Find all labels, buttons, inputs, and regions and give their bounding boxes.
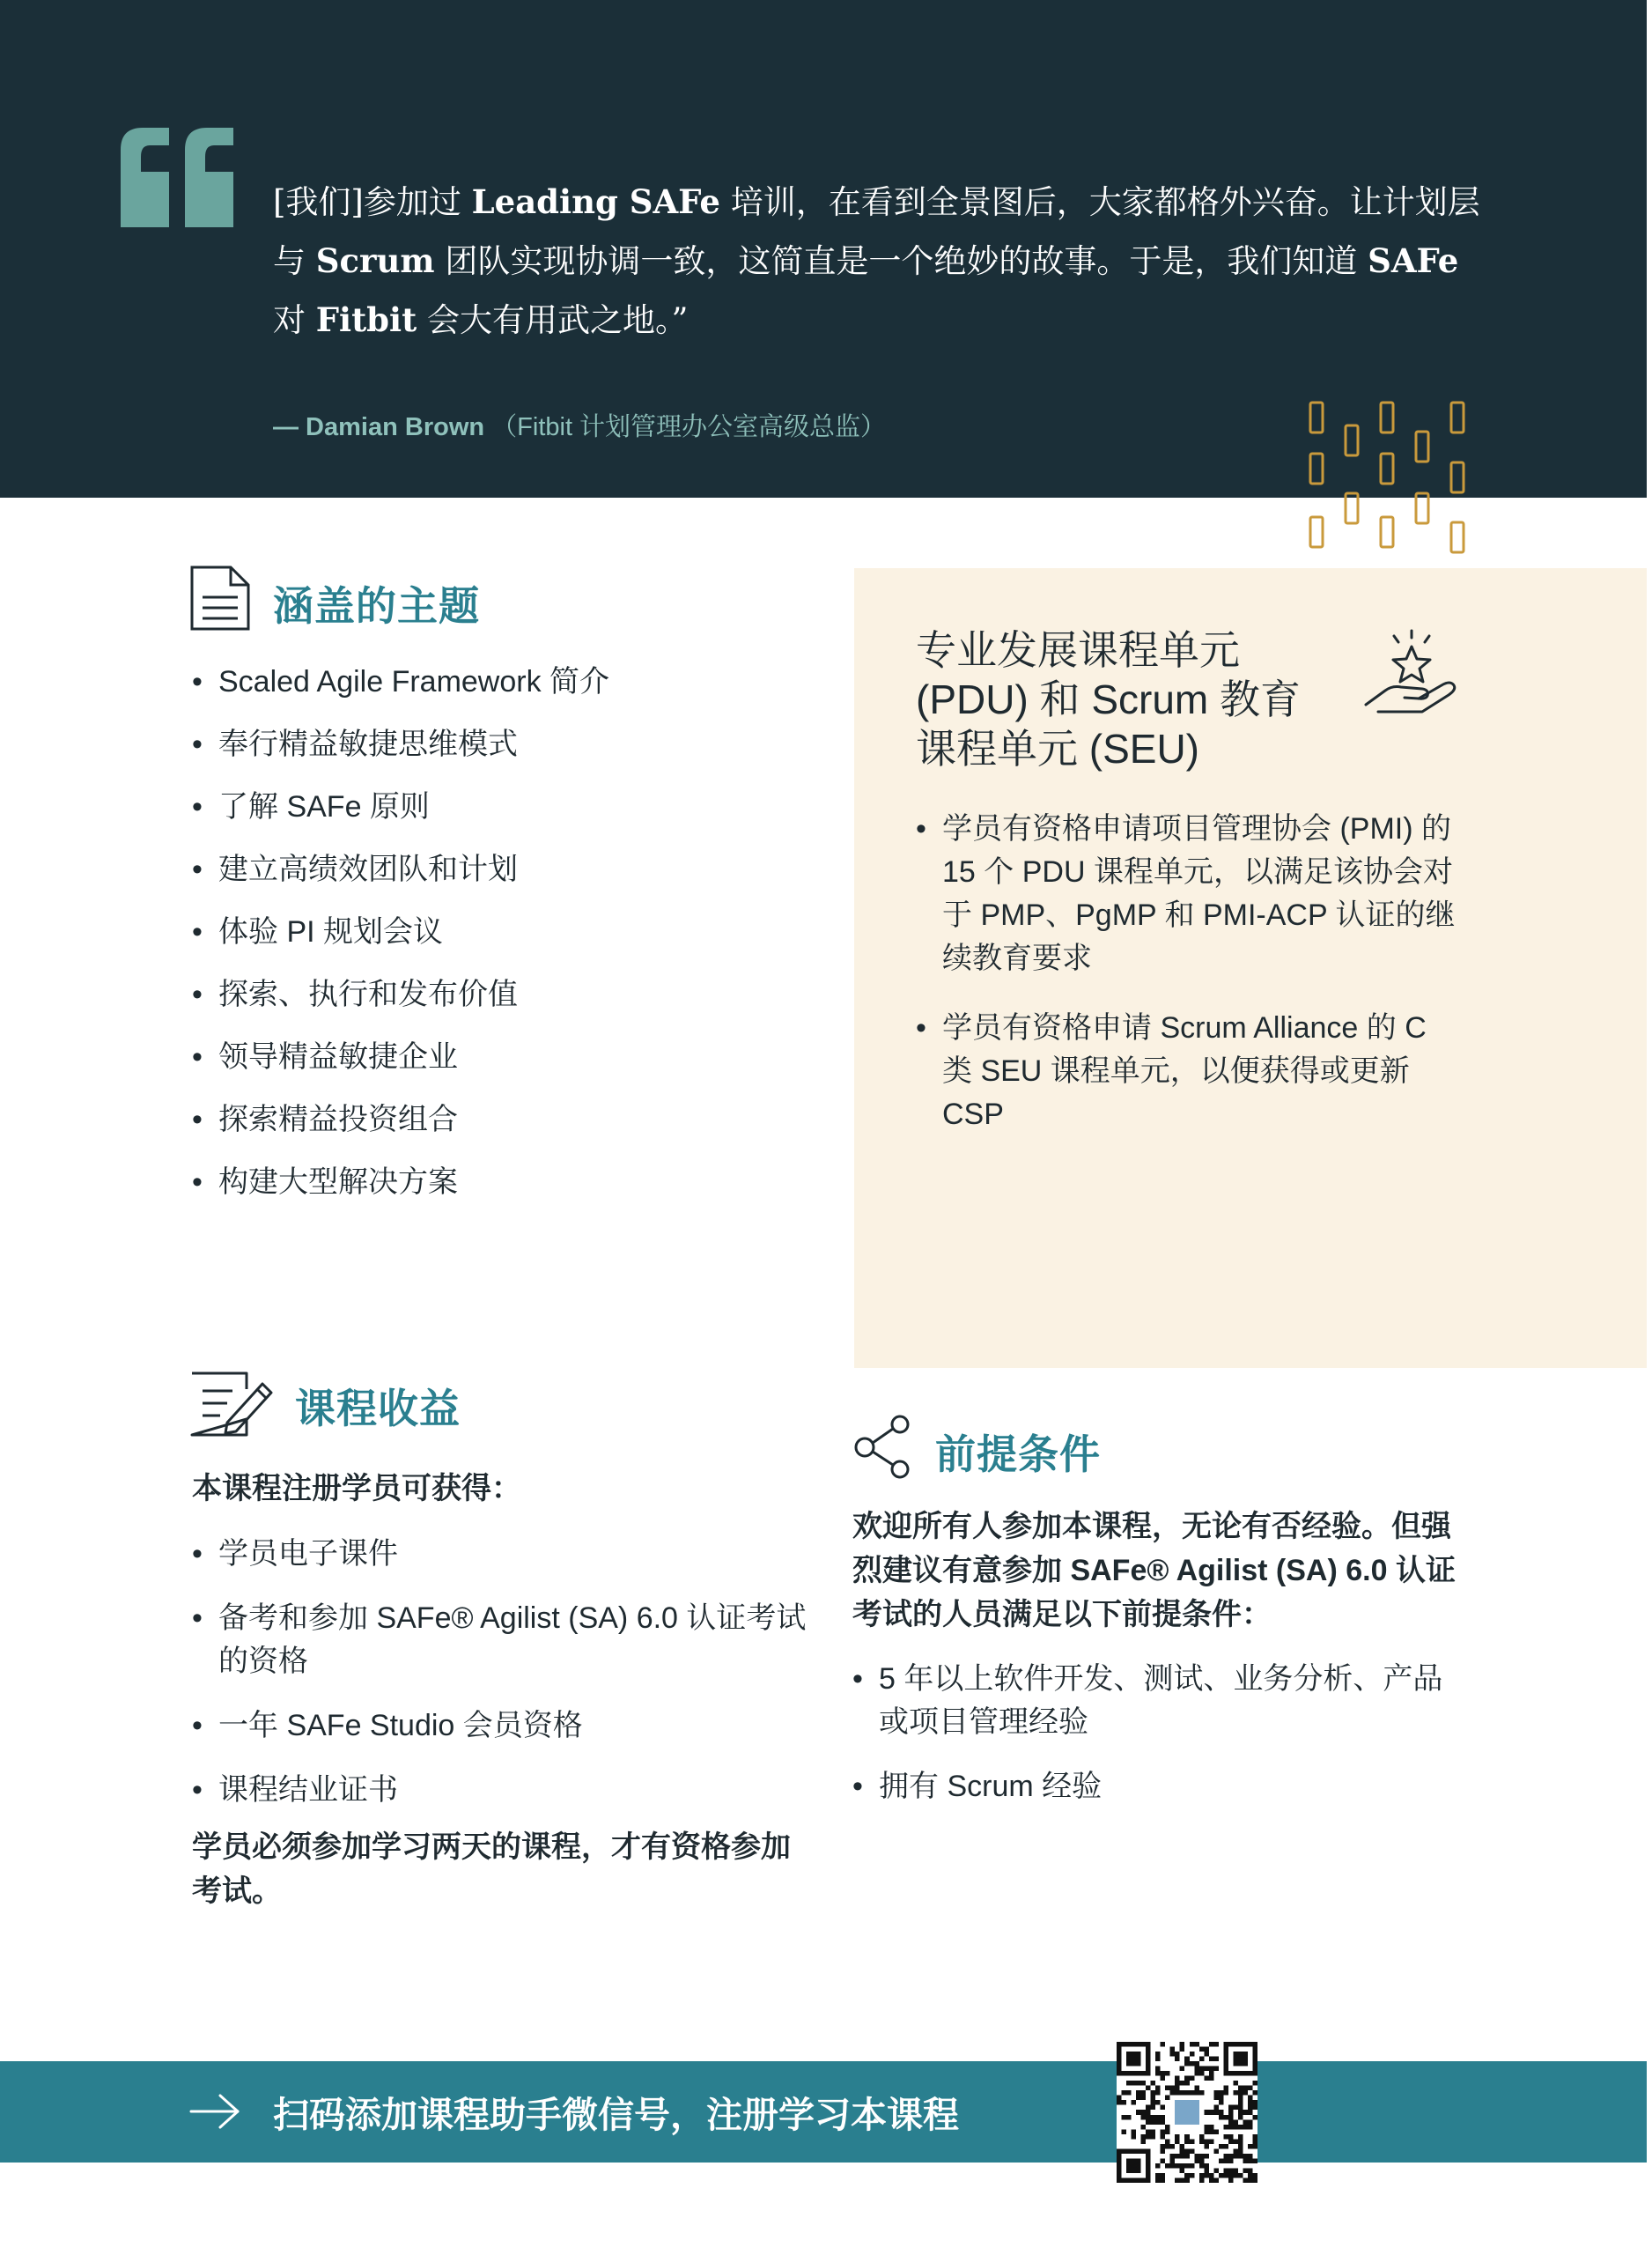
list-item: • 5 年以上软件开发、测试、业务分析、产品或项目管理经验 — [852, 1658, 1469, 1744]
quote-mark-icon — [116, 123, 240, 247]
author-title: （Fitbit 计划管理办公室高级总监） — [491, 413, 887, 441]
prereq-list — [852, 1658, 1469, 1830]
list-item: • 一年 SAFe Studio 会员资格 — [192, 1704, 808, 1748]
qr-code[interactable] — [1117, 2042, 1257, 2183]
document-icon — [188, 564, 252, 632]
hand-star-icon — [1361, 627, 1462, 715]
list-item: • 建立高绩效团队和计划 — [192, 848, 861, 891]
pdu-title: 专业发展课程单元 (PDU) 和 Scrum 教育 课程单元 (SEU) — [916, 627, 1301, 772]
notepad-pen-icon — [188, 1370, 277, 1438]
list-item: • 课程结业证书 — [192, 1769, 808, 1812]
benefits-intro: 本课程注册学员可获得： — [192, 1472, 521, 1505]
quote-author — [273, 407, 886, 443]
arrow-right-icon — [188, 2092, 241, 2131]
share-nodes-icon — [852, 1414, 914, 1480]
list-item: • 体验 PI 规划会议 — [192, 911, 861, 954]
list-item: • 拥有 Scrum 经验 — [852, 1765, 1469, 1808]
pdu-list — [916, 808, 1462, 1163]
benefits-list — [192, 1533, 808, 1833]
topics-title: 涵盖的主题 — [273, 583, 480, 629]
list-item: • 奉行精益敏捷思维模式 — [192, 723, 861, 766]
list-item: • 学员电子课件 — [192, 1533, 808, 1576]
prereq-title: 前提条件 — [935, 1431, 1101, 1477]
list-item: • 探索精益投资组合 — [192, 1098, 861, 1142]
list-item: • 探索、执行和发布价值 — [192, 973, 861, 1017]
footer-cta-text: 扫码添加课程助手微信号，注册学习本课程 — [273, 2095, 959, 2135]
prereq-intro: 欢迎所有人参加本课程，无论有否经验。但强烈建议有意参加 SAFe® Agilist (SA) 6.0 认证考试的人员满足以下前提条件： — [852, 1510, 1456, 1631]
decorative-bars-icon — [1308, 392, 1484, 568]
topics-list — [192, 661, 861, 1224]
author-name: — Damian Brown — [273, 413, 485, 441]
list-item: • 备考和参加 SAFe® Agilist (SA) 6.0 认证考试的资格 — [192, 1597, 808, 1683]
list-item: • 构建大型解决方案 — [192, 1161, 861, 1204]
benefits-title: 课程收益 — [295, 1386, 461, 1431]
benefits-note: 学员必须参加学习两天的课程，才有资格参加考试。 — [192, 1830, 791, 1908]
quote-text: [我们]参加过 Leading SAFe 培训，在看到全景图后，大家都格外兴奋。让计划层 与 Scrum 团队实现协调一致，这简直是一个绝妙的故事。于是，我们知道 SAFe 对 Fitbit 会大有用武之地。” — [273, 182, 1480, 339]
list-item: • 学员有资格申请 Scrum Alliance 的 C 类 SEU 课程单元，以便获得或更新 CSP — [916, 1007, 1462, 1136]
list-item: • 领导精益敏捷企业 — [192, 1036, 861, 1079]
list-item: • 学员有资格申请项目管理协会 (PMI) 的 15 个 PDU 课程单元，以满足该协会对于 PMP、PgMP 和 PMI-ACP 认证的继续教育要求 — [916, 808, 1462, 980]
list-item: • Scaled Agile Framework 简介 — [192, 661, 861, 704]
list-item: • 了解 SAFe 原则 — [192, 786, 861, 829]
